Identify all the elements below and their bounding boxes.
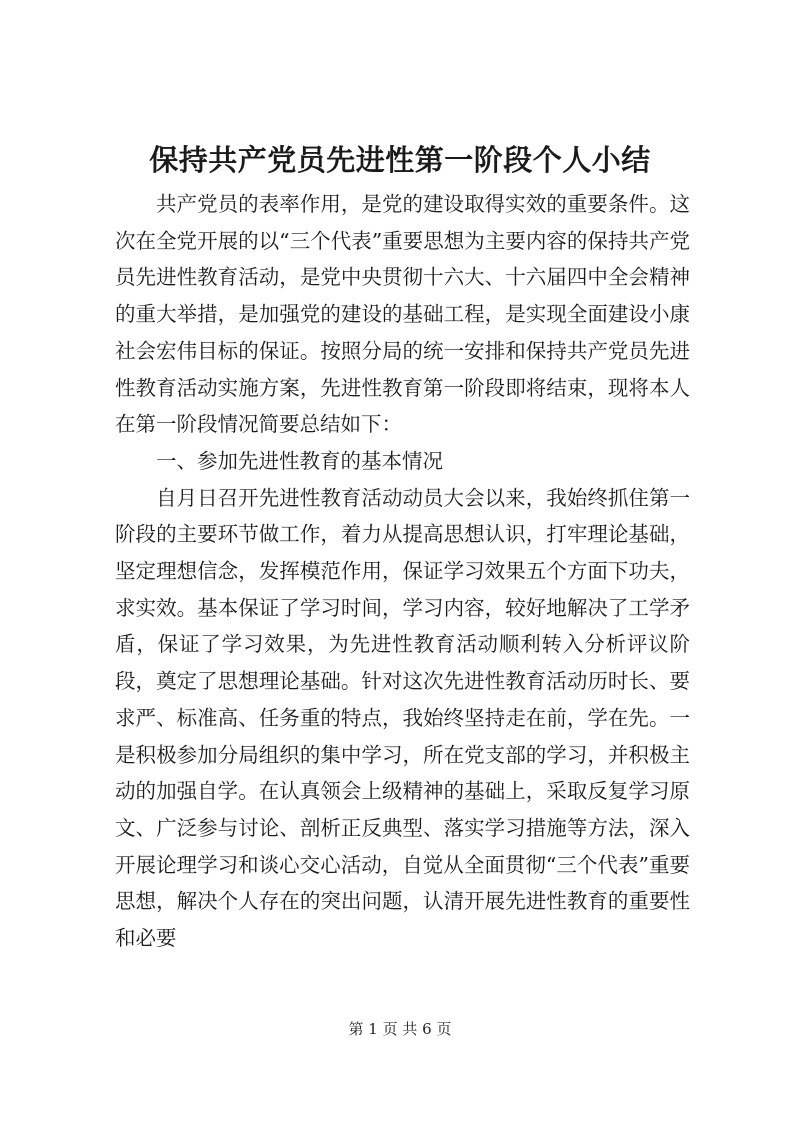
document-body bbox=[115, 186, 690, 957]
section-heading: 一、参加先进性教育的基本情况 bbox=[156, 448, 443, 473]
paragraph-intro: 共产党员的表率作用，是党的建设取得实效的重要条件。这次在全党开展的以“三个代表”重要思想为主要内容的保持共产党员先进性教育活动，是党中央贯彻十六大、十六届四中全会精神的重大举措，是加强党的建设的基础工程，是实现全面建设小康社会宏伟目标的保证。按照分局的统一安排和保持共产党员先进性教育活动实施方案，先进性教育第一阶段即将结束，现将本人在第一阶段情况简要总结如下： bbox=[115, 192, 690, 437]
paragraph-situation: 自月日召开先进性教育活动动员大会以来，我始终抓住第一阶段的主要环节做工作，着力从提高思想认识，打牢理论基础，坚定理想信念，发挥模范作用，保证学习效果五个方面下功夫，求实效。基本保证了学习时间，学习内容，较好地解决了工学矛盾，保证了学习效果，为先进性教育活动顺利转入分析评议阶段，奠定了思想理论基础。针对这次先进性教育活动历时长、要求严、标准高、任务重的特点，我始终坚持走在前，学在先。一是积极参加分局组织的集中学习，所在党支部的学习，并积极主动的加强自学。在认真领会上级精神的基础上，采取反复学习原文、广泛参与讨论、剖析正反典型、落实学习措施等方法，深入开展论理学习和谈心交心活动，自觉从全面贯彻“三个代表”重要思想，解决个人存在的突出问题，认清开展先进性教育的重要性和必要 bbox=[115, 485, 690, 951]
page-footer: 第 1 页 共 6 页 bbox=[348, 1020, 452, 1038]
document-title: 保持共产党员先进性第一阶段个人小结 bbox=[149, 143, 651, 177]
